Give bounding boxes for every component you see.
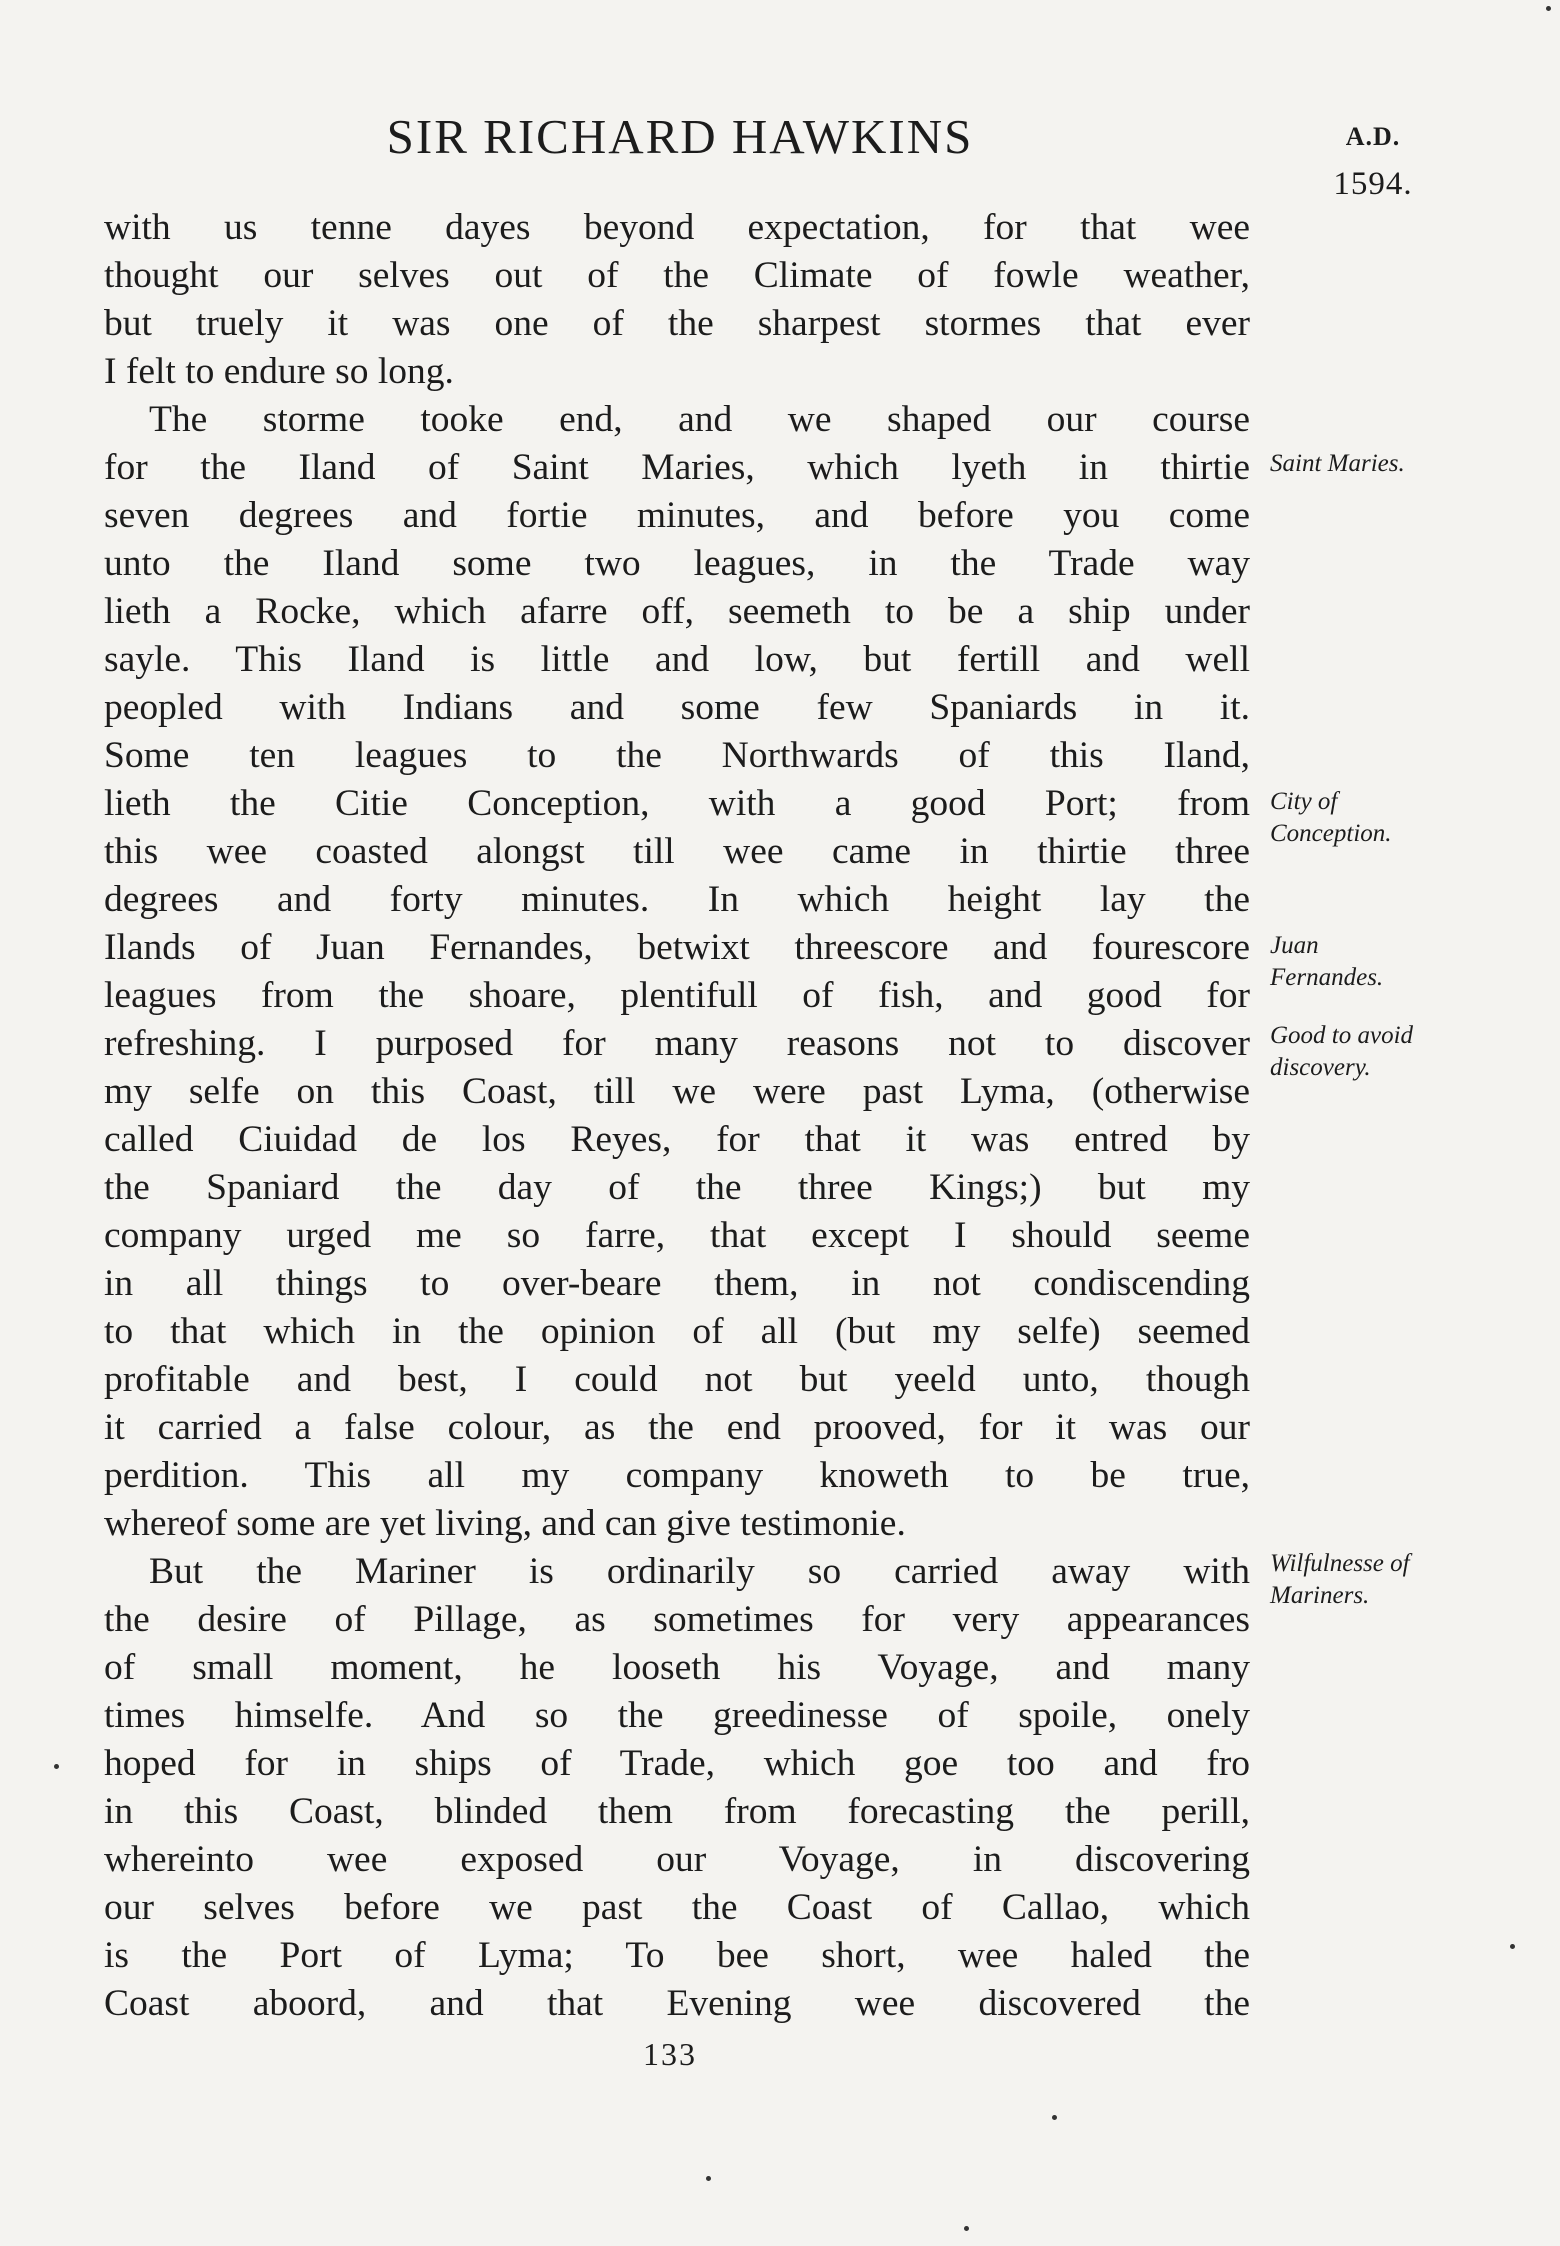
scan-speck: [1546, 6, 1551, 11]
text-line: for the Iland of Saint Maries, which lyeth in thirtie: [104, 447, 1250, 488]
text-line: to that which in the opinion of all (but my selfe) seemed: [104, 1311, 1250, 1352]
marginal-note-city-of-conception: [1270, 786, 1490, 850]
text-line: lieth the Citie Conception, with a good Port; from: [104, 783, 1250, 824]
text-line: this wee coasted alongst till wee came in thirtie three: [104, 831, 1250, 872]
text-line: our selves before we past the Coast of Callao, which: [104, 1887, 1250, 1928]
text-line: it carried a false colour, as the end prooved, for it was our: [104, 1407, 1250, 1448]
text-line: The storme tooke end, and we shaped our course: [149, 399, 1250, 440]
marginal-note-saint-maries: [1270, 448, 1490, 480]
text-line: perdition. This all my company knoweth to be true,: [104, 1455, 1250, 1496]
marginal-note-line: Juan: [1270, 932, 1319, 959]
text-line: I felt to endure so long.: [104, 351, 454, 392]
scan-speck: [1052, 2115, 1057, 2120]
text-line: Coast aboord, and that Evening wee discovered the: [104, 1983, 1250, 2024]
text-line: leagues from the shoare, plentifull of fish, and good for: [104, 975, 1250, 1016]
scan-speck: [706, 2176, 711, 2181]
text-line: whereinto wee exposed our Voyage, in discovering: [104, 1839, 1250, 1880]
text-line: lieth a Rocke, which afarre off, seemeth to be a ship under: [104, 591, 1250, 632]
text-line: the desire of Pillage, as sometimes for very appearances: [104, 1599, 1250, 1640]
marginal-note-good-to-avoid-discovery: [1270, 1020, 1490, 1084]
text-line: seven degrees and fortie minutes, and before you come: [104, 495, 1250, 536]
running-title: SIR RICHARD HAWKINS: [386, 109, 974, 164]
text-line: the Spaniard the day of the three Kings;) but my: [104, 1167, 1250, 1208]
marginal-note-line: Good to avoid: [1270, 1022, 1414, 1049]
text-line: called Ciuidad de los Reyes, for that it was entred by: [104, 1119, 1250, 1160]
text-line: in this Coast, blinded them from forecasting the perill,: [104, 1791, 1250, 1832]
body-text: [104, 204, 1250, 2028]
marginal-note-line: Mariners.: [1270, 1582, 1370, 1609]
text-line: of small moment, he looseth his Voyage, and many: [104, 1647, 1250, 1688]
text-line: sayle. This Iland is little and low, but fertill and well: [104, 639, 1250, 680]
marginal-note-juan-fernandes: [1270, 930, 1490, 994]
marginal-note-line: City of: [1270, 788, 1338, 815]
text-line: Some ten leagues to the Northwards of this Iland,: [104, 735, 1250, 776]
text-line: degrees and forty minutes. In which height lay the: [104, 879, 1250, 920]
marginal-note-line: discovery.: [1270, 1054, 1371, 1081]
scan-speck: [54, 1764, 59, 1769]
text-line: refreshing. I purposed for many reasons not to discover: [104, 1023, 1250, 1064]
text-line: But the Mariner is ordinarily so carried away with: [149, 1551, 1250, 1592]
text-line: company urged me so farre, that except I should seeme: [104, 1215, 1250, 1256]
text-line: thought our selves out of the Climate of fowle weather,: [104, 255, 1250, 296]
text-line: hoped for in ships of Trade, which goe too and fro: [104, 1743, 1250, 1784]
scan-speck: [964, 2226, 969, 2231]
text-line: is the Port of Lyma; To bee short, wee haled the: [104, 1935, 1250, 1976]
year-era-label: A.D.: [1345, 122, 1401, 151]
marginal-note-line: Conception.: [1270, 820, 1392, 847]
marginal-note-line: Fernandes.: [1270, 964, 1384, 991]
text-line: unto the Iland some two leagues, in the Trade way: [104, 543, 1250, 584]
text-line: times himselfe. And so the greedinesse of spoile, onely: [104, 1695, 1250, 1736]
year-label: 1594.: [1333, 166, 1413, 202]
marginal-note-line: Saint Maries.: [1270, 450, 1405, 477]
text-line: in all things to over-beare them, in not condiscending: [104, 1263, 1250, 1304]
text-line: with us tenne dayes beyond expectation, for that wee: [104, 207, 1250, 248]
text-line: but truely it was one of the sharpest stormes that ever: [104, 303, 1250, 344]
text-line: Ilands of Juan Fernandes, betwixt threescore and fourescore: [104, 927, 1250, 968]
scan-speck: [1510, 1944, 1515, 1949]
marginal-note-wilfulnesse-of-mariners: [1270, 1548, 1490, 1612]
text-line: my selfe on this Coast, till we were past Lyma, (otherwise: [104, 1071, 1250, 1112]
marginal-note-line: Wilfulnesse of: [1270, 1550, 1410, 1577]
page-number: 133: [643, 2036, 697, 2072]
text-line: peopled with Indians and some few Spaniards in it.: [104, 687, 1250, 728]
text-line: profitable and best, I could not but yeeld unto, though: [104, 1359, 1250, 1400]
text-line: whereof some are yet living, and can give testimonie.: [104, 1503, 906, 1544]
